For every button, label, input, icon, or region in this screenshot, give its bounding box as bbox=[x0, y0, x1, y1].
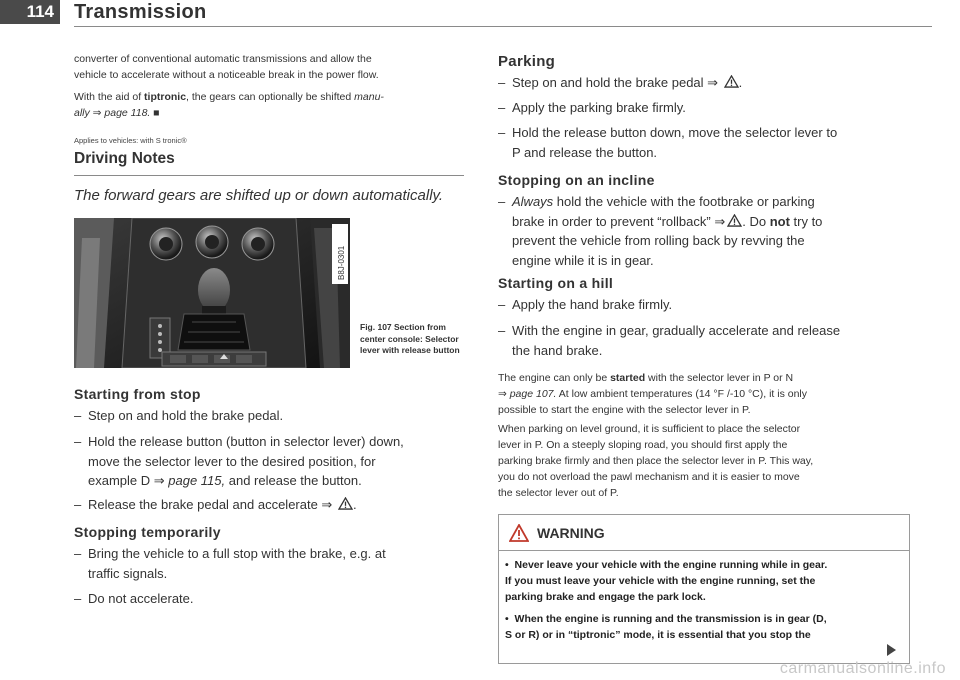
page-number: 114 bbox=[0, 0, 60, 24]
end-mark: ■ bbox=[153, 107, 160, 119]
warning-line: • Never leave your vehicle with the engine running while in gear. bbox=[505, 559, 828, 571]
section-rule bbox=[74, 175, 464, 176]
warning-title: WARNING bbox=[537, 525, 605, 541]
warning-line: If you must leave your vehicle with the engine running, set the bbox=[505, 575, 816, 587]
intro-line-1: converter of conventional automatic transmissions and allow the bbox=[74, 53, 372, 65]
warning-line: S or R) or in “tiptronic” mode, it is essential that you stop the bbox=[505, 629, 811, 641]
warning-triangle-icon bbox=[509, 524, 529, 542]
note-parking-ground: When parking on level ground, it is sufficient to place the selector lever in P. On a steeply sloping road, you should first apply the parking brake firmly and then place the selector lever in P. This way, you do not overload the pawl mechanism and it is easier to move the selector lever out of P. bbox=[498, 423, 814, 499]
list-item: – With the engine in gear, gradually accelerate and release the hand brake. bbox=[498, 323, 841, 358]
list-item: – Apply the parking brake firmly. bbox=[498, 100, 686, 115]
page-header bbox=[0, 0, 960, 30]
page-title: Transmission bbox=[74, 1, 207, 23]
heading-starting-hill: Starting on a hill bbox=[498, 275, 614, 291]
section-title: Driving Notes bbox=[74, 150, 175, 167]
list-item: – Apply the hand brake firmly. bbox=[498, 297, 673, 312]
watermark: carmanualsonline.info bbox=[779, 660, 946, 677]
header-rule bbox=[74, 26, 932, 27]
list-item: – Step on and hold the brake pedal ⇒ . bbox=[498, 75, 743, 90]
warning-line: parking brake and engage the park lock. bbox=[505, 591, 706, 603]
applies-note: Applies to vehicles: with S tronic® bbox=[74, 136, 187, 145]
tiptronic-line-2: ally ⇒ page 118. ■ bbox=[74, 107, 160, 119]
heading-parking: Parking bbox=[498, 53, 556, 70]
figure-code: B8J-0301 bbox=[337, 245, 346, 280]
warning-triangle-icon bbox=[724, 75, 739, 88]
warning-triangle-icon bbox=[727, 214, 742, 227]
heading-starting-from-stop: Starting from stop bbox=[74, 386, 201, 402]
heading-stopping-incline: Stopping on an incline bbox=[498, 172, 655, 188]
warning-header bbox=[499, 515, 909, 551]
list-item: – Do not accelerate. bbox=[74, 591, 194, 606]
note-engine-start: The engine can only be started with the selector lever in P or N ⇒ page 107. At low ambient temperatures (14 °F /-10 °C), it is only possible to start the engine with the selector lever in P. bbox=[498, 372, 808, 416]
heading-stopping-temporarily: Stopping temporarily bbox=[74, 524, 221, 540]
figure-selector-lever bbox=[74, 218, 350, 368]
list-item: – Step on and hold the brake pedal. bbox=[74, 408, 284, 423]
tiptronic-line-1: With the aid of tiptronic, the gears can optionally be shifted manu- bbox=[74, 91, 384, 103]
section-lead: The forward gears are shifted up or down automatically. bbox=[74, 187, 444, 204]
warning-line: • When the engine is running and the transmission is in gear (D, bbox=[505, 613, 827, 625]
list-item: – Always hold the vehicle with the footbrake or parking brake in order to prevent “rollback” ⇒ . Do not try to prevent the vehicle from rolling back by revving the engine while it is in gear. bbox=[498, 194, 823, 268]
figure-caption: Fig. 107 Section from center console: Selector lever with release button bbox=[360, 322, 460, 355]
list-item: – Release the brake pedal and accelerate ⇒ . bbox=[74, 497, 357, 512]
list-item: – Hold the release button (button in selector lever) down, move the selector lever to the desired position, for example D ⇒ page 115, and release the button. bbox=[74, 434, 404, 488]
warning-box bbox=[498, 514, 910, 664]
list-item: – Hold the release button down, move the selector lever to P and release the button. bbox=[498, 125, 838, 160]
warning-triangle-icon bbox=[338, 497, 353, 510]
continue-arrow-icon bbox=[887, 644, 896, 656]
intro-line-2: vehicle to accelerate without a noticeable break in the power flow. bbox=[74, 69, 379, 81]
warning-body bbox=[505, 557, 895, 643]
list-item: – Bring the vehicle to a full stop with the brake, e.g. at traffic signals. bbox=[74, 546, 386, 581]
console-photo-illustration bbox=[74, 218, 350, 368]
